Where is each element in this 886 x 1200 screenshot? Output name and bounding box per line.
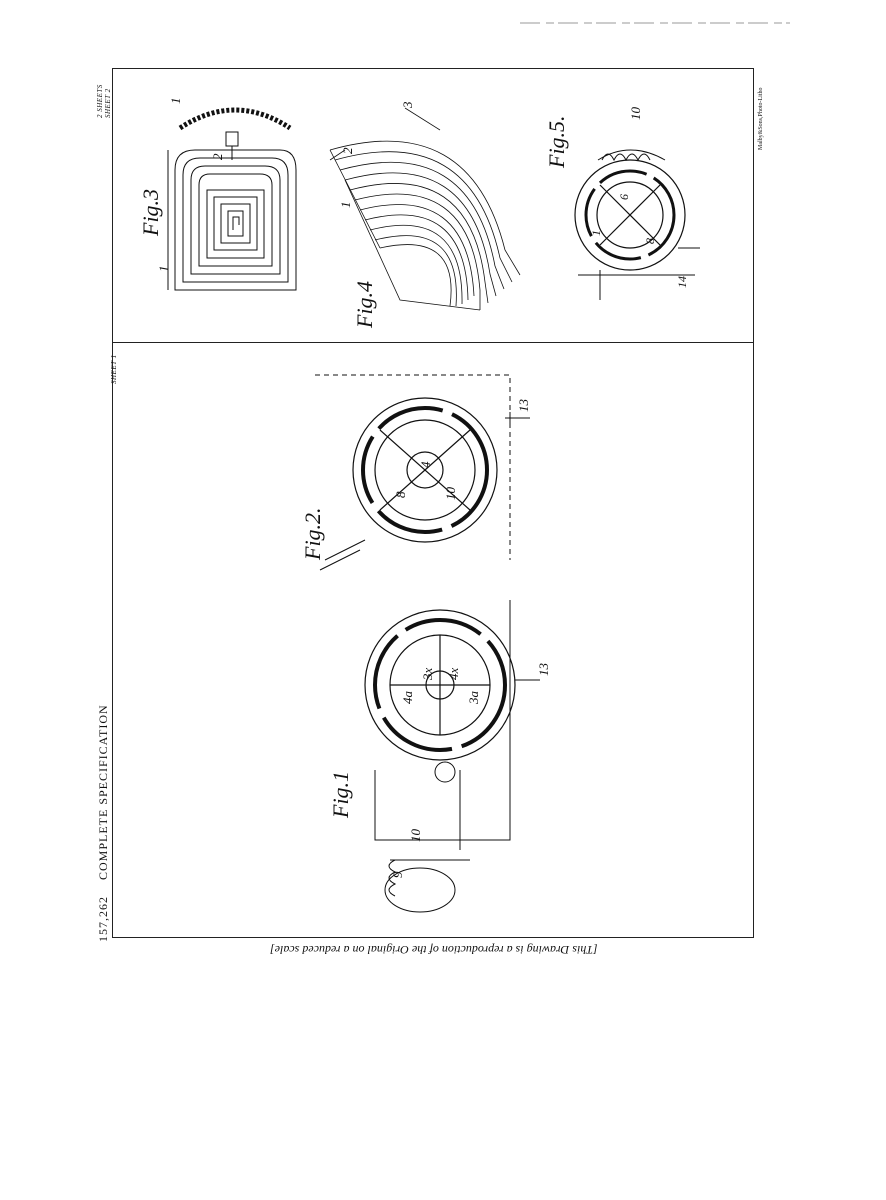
fig3-num-1b: 1 <box>168 97 183 104</box>
fig2-drawing <box>315 375 530 570</box>
spec-number: 157,262 <box>96 896 110 942</box>
maker-imprint: Malby&Sons,Photo-Litho <box>758 87 764 150</box>
fig1-num-9: 9 <box>390 871 405 878</box>
fig5-num-1: 1 <box>589 230 603 236</box>
fig5-label: Fig.5. <box>544 115 569 168</box>
sheets-total: 2 SHEETS <box>96 84 104 118</box>
fig1-drawing <box>365 600 540 912</box>
fig5-num-6: 6 <box>617 194 631 200</box>
fig4-drawing <box>330 108 520 310</box>
reproduction-note: [This Drawing is a reproduction of the Original on a reduced scale] <box>270 943 598 957</box>
fig3-drawing <box>168 110 296 290</box>
sheet-2-label: SHEET 2 <box>104 88 112 118</box>
fig1-num-4a: 4a <box>400 691 415 704</box>
fig5-num-8: 8 <box>643 238 657 244</box>
spec-title: COMPLETE SPECIFICATION <box>96 704 110 880</box>
fig1-num-13: 13 <box>536 663 551 676</box>
fig1-num-10: 10 <box>408 829 423 842</box>
fig2-num-4: 4 <box>418 461 433 468</box>
fig4-num-3: 3 <box>400 101 415 108</box>
fig2-num-8: 8 <box>393 491 408 498</box>
fig2-num-13: 13 <box>516 399 531 412</box>
fig4-label: Fig.4 <box>352 280 377 328</box>
sheet-1-label: SHEET 1 <box>110 354 118 384</box>
fig3-num-1a: 1 <box>156 265 171 272</box>
fig5-num-10: 10 <box>628 107 643 120</box>
fig1-num-3a: 3a <box>466 691 481 704</box>
fig2-num-10: 10 <box>443 487 458 500</box>
fig4-num-1: 1 <box>338 201 353 208</box>
fig3-commutator <box>180 110 290 160</box>
fig1-label: Fig.1 <box>328 770 353 818</box>
fig3-num-2: 2 <box>210 153 225 160</box>
fig3-label: Fig.3 <box>138 188 163 236</box>
fig1-num-3x: 3x <box>420 667 435 680</box>
fig1-num-4x: 4x <box>446 667 461 680</box>
fig4-num-2: 2 <box>340 147 355 154</box>
fig2-label: Fig.2. <box>300 507 325 560</box>
fig5-num-14: 14 <box>675 276 689 288</box>
fig3-spiral <box>168 150 296 290</box>
